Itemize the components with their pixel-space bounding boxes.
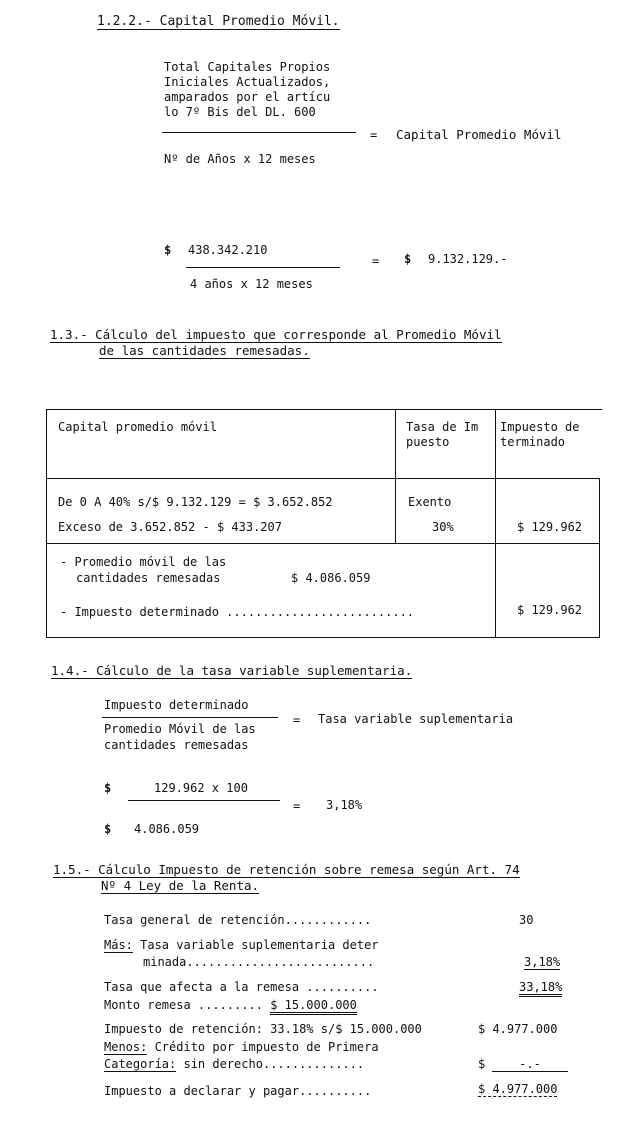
formula-denominator: Promedio Móvil de las bbox=[104, 722, 256, 736]
remittance-amount-value: $ 15.000.000 bbox=[270, 998, 357, 1015]
leader-dots: .............. bbox=[262, 1057, 365, 1071]
equals-sign: = bbox=[372, 254, 380, 268]
table-header-col2 bbox=[406, 420, 478, 450]
equals-sign: = bbox=[293, 713, 301, 727]
table-border-bottom bbox=[46, 637, 600, 638]
formula-denominator: Nº de Años x 12 meses bbox=[164, 152, 316, 166]
formula-fraction-bar bbox=[162, 132, 356, 133]
table-row2-amount: $ 129.962 bbox=[517, 520, 583, 534]
calc-result: 9.132.129.- bbox=[428, 252, 508, 266]
header-line: terminado bbox=[500, 435, 566, 449]
heading-text: 1.2.2.- Capital Promedio Móvil. bbox=[97, 14, 340, 29]
row-label: Impuesto a declarar y pagar bbox=[104, 1084, 300, 1098]
table-row-divider bbox=[46, 543, 600, 544]
calc-denominator: 4.086.059 bbox=[134, 822, 200, 836]
table-row1-text: De 0 A 40% s/$ 9.132.129 = $ 3.652.852 bbox=[58, 495, 333, 509]
section-1-4-heading bbox=[51, 663, 412, 678]
calc-fraction-bar bbox=[128, 800, 280, 801]
row-general-rate bbox=[104, 913, 371, 927]
leader-dots: ............ bbox=[284, 913, 372, 927]
calc-result: 3,18% bbox=[326, 798, 363, 812]
total-payable-value: $ 4.977.000 bbox=[478, 1082, 558, 1096]
row-label: Tasa que afecta a la remesa bbox=[104, 980, 307, 994]
row-prefix: Más: bbox=[104, 938, 133, 952]
equals-sign: = bbox=[293, 799, 301, 813]
formula-result: Capital Promedio Móvil bbox=[396, 127, 562, 142]
formula-num-line: lo 7º Bis del DL. 600 bbox=[164, 105, 316, 119]
row-variable-rate bbox=[104, 938, 379, 952]
header-line: Tasa de Im bbox=[406, 420, 479, 434]
summary1-label: - Promedio móvil de las bbox=[60, 555, 227, 569]
table-header-col3 bbox=[500, 420, 579, 450]
row-prefix: Menos: bbox=[104, 1040, 148, 1054]
table-header-col1: Capital promedio móvil bbox=[58, 420, 217, 434]
formula-denominator: cantidades remesadas bbox=[104, 738, 249, 752]
heading-text: 1.4.- Cálculo de la tasa variable suplementaria. bbox=[51, 663, 413, 678]
leader-dots: .......................... bbox=[186, 955, 375, 969]
formula-num-line: amparados por el artícu bbox=[164, 90, 331, 104]
table-row2-rate: 30% bbox=[432, 520, 454, 534]
row-effective-rate bbox=[104, 980, 379, 994]
leader-dots: .......... bbox=[306, 980, 379, 994]
withholding-tax-value: $ 4.977.000 bbox=[478, 1022, 558, 1036]
variable-rate-value: 3,18% bbox=[524, 955, 561, 969]
heading-text: de las cantidades remesadas. bbox=[99, 343, 310, 358]
row-label: Tasa variable suplementaria deter bbox=[132, 938, 379, 952]
effective-rate-value: 33,18% bbox=[519, 980, 562, 997]
calc-numerator: 438.342.210 bbox=[188, 243, 268, 257]
row-label: Impuesto de retención: 33.18% s/$ 15.000.000 bbox=[104, 1022, 422, 1036]
leader-dots: ......... bbox=[197, 998, 263, 1012]
formula-numerator: Impuesto determinado bbox=[104, 698, 249, 712]
currency-sign: $ bbox=[104, 781, 112, 795]
row-variable-rate-cont bbox=[143, 955, 374, 969]
leader-dots: .......... bbox=[299, 1084, 372, 1098]
formula-numerator bbox=[164, 60, 330, 120]
summary2-text: - Impuesto determinado bbox=[60, 605, 227, 619]
row-credit bbox=[104, 1040, 379, 1054]
currency-sign: $ bbox=[478, 1057, 486, 1071]
currency-sign: $ bbox=[164, 243, 172, 257]
credit-value: -.- bbox=[519, 1057, 541, 1071]
table-border-left bbox=[46, 409, 47, 638]
table-col-divider bbox=[395, 409, 396, 543]
row-label: sin derecho bbox=[176, 1057, 263, 1071]
formula-result: Tasa variable suplementaria bbox=[318, 712, 514, 726]
table-row2-text: Exceso de 3.652.852 - $ 433.207 bbox=[58, 520, 282, 534]
summary1-amount: $ 4.086.059 bbox=[291, 571, 371, 585]
summary2-label bbox=[60, 605, 414, 619]
formula-num-line: Total Capitales Propios bbox=[164, 60, 331, 74]
header-line: puesto bbox=[406, 435, 450, 449]
row-label: Crédito por impuesto de Primera bbox=[147, 1040, 379, 1054]
leader-dots: .......................... bbox=[226, 605, 415, 619]
currency-sign: $ bbox=[404, 252, 412, 266]
section-1-3-heading bbox=[50, 327, 502, 359]
heading-text: Nº 4 Ley de la Renta. bbox=[101, 878, 260, 893]
calc-numerator: 129.962 x 100 bbox=[154, 781, 248, 795]
table-border-top bbox=[46, 409, 602, 410]
formula-num-line: Iniciales Actualizados, bbox=[164, 75, 331, 89]
summary1-label: cantidades remesadas bbox=[76, 571, 221, 585]
row-label: Categoría: bbox=[104, 1057, 177, 1071]
table-col-divider bbox=[495, 409, 496, 637]
calc-fraction-bar bbox=[186, 267, 340, 268]
currency-sign: $ bbox=[104, 822, 112, 836]
section-1-2-2-heading bbox=[97, 14, 340, 29]
summary2-amount: $ 129.962 bbox=[517, 603, 583, 617]
general-rate-value: 30 bbox=[519, 913, 534, 927]
equals-sign: = bbox=[370, 128, 378, 142]
row-label: Monto remesa bbox=[104, 998, 198, 1012]
row-label: Tasa general de retención bbox=[104, 913, 285, 927]
header-line: Impuesto de bbox=[500, 420, 580, 434]
row-remittance-amount bbox=[104, 998, 357, 1012]
formula-fraction-bar bbox=[102, 717, 278, 718]
table-border-right bbox=[599, 478, 600, 638]
row-total-payable bbox=[104, 1084, 371, 1098]
row-withholding-tax bbox=[104, 1022, 422, 1036]
row-label: minada bbox=[143, 955, 187, 969]
heading-text: 1.5.- Cálculo Impuesto de retención sobre remesa según Art. 74 bbox=[53, 862, 520, 877]
credit-value-wrap bbox=[492, 1057, 568, 1072]
heading-text: 1.3.- Cálculo del impuesto que corresponde al Promedio Móvil bbox=[50, 327, 502, 342]
table-header-bottom bbox=[46, 478, 600, 479]
section-1-5-heading bbox=[53, 862, 520, 894]
table-row1-rate: Exento bbox=[408, 495, 452, 509]
calc-denominator: 4 años x 12 meses bbox=[190, 277, 313, 291]
row-credit-cont bbox=[104, 1057, 364, 1071]
